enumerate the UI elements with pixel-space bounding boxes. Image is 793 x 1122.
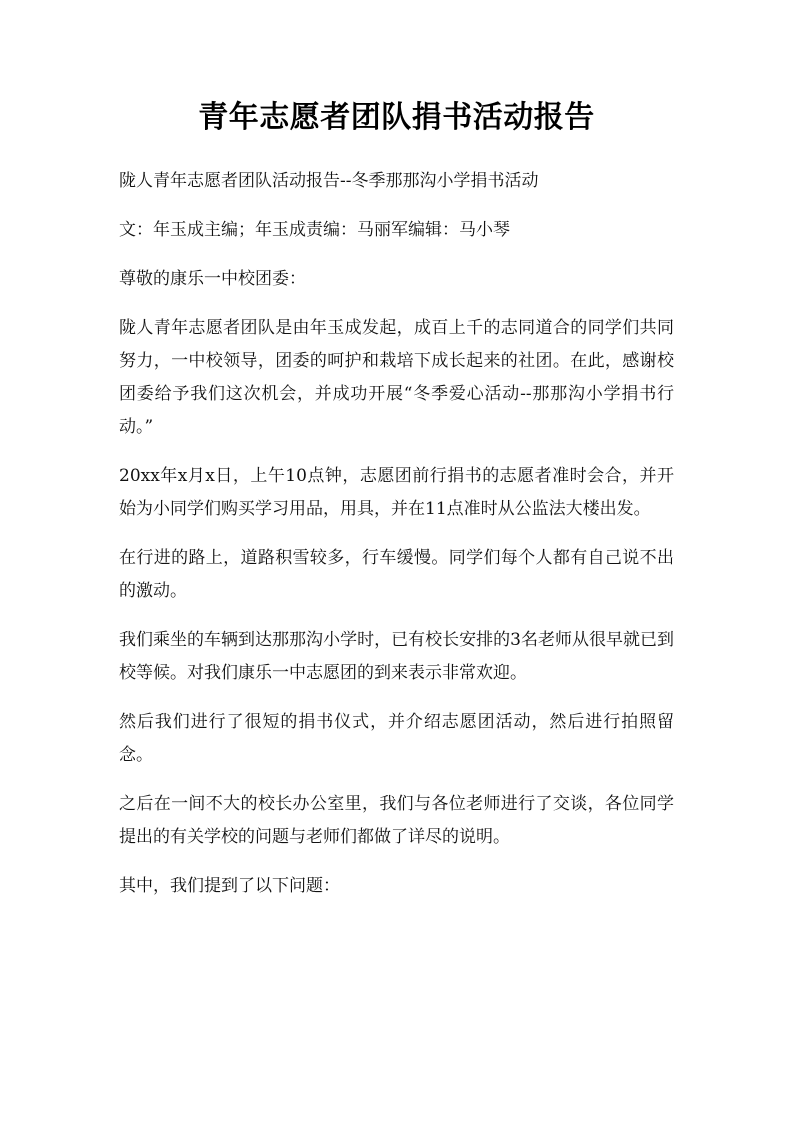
paragraph-journey: 在行进的路上，道路积雪较多，行车缓慢。同学们每个人都有自己说不出的激动。	[119, 548, 674, 601]
document-body	[119, 165, 674, 903]
paragraph-departure: 20xx年x月x日，上午10点钟，志愿团前行捐书的志愿者准时会合，并开始为小同学们购买学习用品，用具，并在11点准时从公监法大楼出发。	[119, 466, 674, 519]
paragraph-credits: 文：年玉成主编；年玉成责编：马丽军编辑：马小琴	[119, 220, 510, 240]
paragraph-introduction: 陇人青年志愿者团队是由年玉成发起，成百上千的志同道合的同学们共同努力，一中校领导，团委的呵护和栽培下成长起来的社团。在此，感谢校团委给予我们这次机会，并成功开展“冬季爱心活动--那那沟小学捐书行动。”	[119, 318, 674, 437]
paragraph-salutation: 尊敬的康乐一中校团委：	[119, 269, 306, 289]
paragraph-questions-intro: 其中，我们提到了以下问题：	[119, 876, 340, 896]
paragraph-discussion: 之后在一间不大的校长办公室里，我们与各位老师进行了交谈，各位同学提出的有关学校的问题与老师们都做了详尽的说明。	[119, 794, 674, 847]
document-title: 青年志愿者团队捐书活动报告	[198, 100, 595, 135]
paragraph-ceremony: 然后我们进行了很短的捐书仪式，并介绍志愿团活动，然后进行拍照留念。	[119, 712, 674, 765]
paragraph-arrival: 我们乘坐的车辆到达那那沟小学时，已有校长安排的3名老师从很早就已到校等候。对我们康乐一中志愿团的到来表示非常欢迎。	[119, 630, 674, 683]
paragraph-subtitle: 陇人青年志愿者团队活动报告--冬季那那沟小学捐书活动	[119, 171, 539, 191]
